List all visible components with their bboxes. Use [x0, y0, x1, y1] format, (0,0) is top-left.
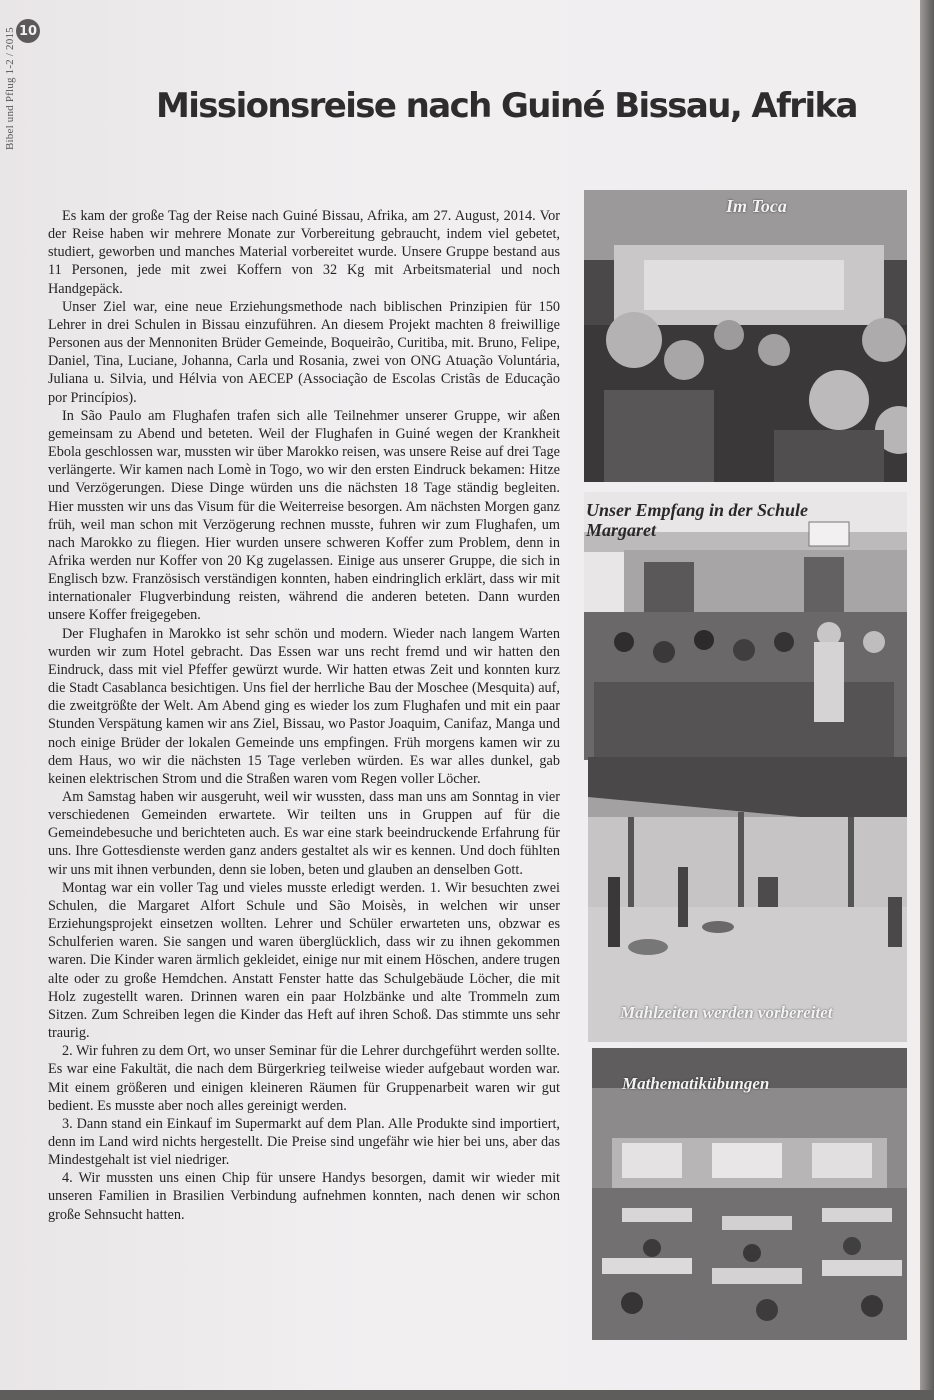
article-paragraph: Unser Ziel war, eine neue Erziehungsmethode nach biblischen Prinzipien für 150 Lehrer in drei Schulen in Bissau einzuführen. An diesem Projekt machten 8 freiwillige Personen aus der Mennoniten Brüder Gemeinde, Boqueirão, Curitiba, mit. Bruno, Felipe, Daniel, Tina, Luciane, Johanna, Carla und Rosania, zwei von ONG Atuação Voluntária, Juliana u. Silvia, und Hélvia von AECEP (Associação de Escolas Cristãs de Educação por Princípios). [48, 298, 560, 406]
article-paragraph: Es kam der große Tag der Reise nach Guiné Bissau, Afrika, am 27. August, 2014. Vor der Reise haben wir mehrere Monate zur Vorbereitung gebraucht, indem viel gebetet, studiert, geworben und manches Material vorbereitet wurde. Unsere Gruppe bestand aus 11 Personen, jede mit zwei Koffern von 32 Kg mit Arbeitsmaterial und noch Handgepäck. [48, 208, 560, 297]
page-edge [920, 0, 934, 1400]
article-paragraph: Am Samstag haben wir ausgeruht, weil wir wussten, dass man uns am Sonntag in vier verschiedenen Gemeinden erwartete. Wir teilten uns in Gruppen auf für die Gemeindebesuche und berichteten auch. Es war eine stark beeindruckende Erfahrung für uns. Ihre Gottesdienste werden ganz anders gestaltet als wir es kennen. Und doch fühlten wir uns mit ihnen verbunden, denn sie loben, beten und glauben an denselben Gott. [48, 789, 560, 878]
photo-caption: Unser Empfang in der Schule Margaret [586, 500, 809, 540]
article-paragraph: 2. Wir fuhren zu dem Ort, wo unser Seminar für die Lehrer durchgeführt werden sollte. Es war eine Fakultät, die nach dem Bürgerkrieg teilweise wieder aufgebaut worden war. Mit einem größeren und einigen kleineren Räumen für Gruppenarbeit waren wir gut bedient. Es musste aber noch alles gereinigt werden. [48, 1043, 560, 1114]
photo-caption: Im Toca [726, 196, 787, 216]
article-paragraph: Montag war ein voller Tag und vieles musste erledigt werden. 1. Wir besuchten zwei Schulen, die Margaret Alfort Schule und São Moisès, in welchen wir unser Erziehungsprojekt einsetzen wollten. Lehrer und Schüler erwarteten uns, obzwar es Schulferien waren. Sie sangen und waren überglücklich, dass wir zu ihnen gekommen waren. Die Kinder waren ärmlich gekleidet, einige nur mit einem Höschen, andere trugen alte oder zu große Hemdchen. Anstatt Fenster hatte das Schulgebäude Löcher, die mit Holz zugestellt waren. Drinnen waren ein paar Holzbänke und alte Trommeln zum Sitzen. Zum Schreiben legen die Kinder das Heft auf ihren Schoß. Das stimmte uns sehr traurig. [48, 879, 560, 1042]
article-paragraph: 3. Dann stand ein Einkauf im Supermarkt auf dem Plan. Alle Produkte sind importiert, denn im Land wird nichts hergestellt. Die Preise sind ungefähr wie hier bei uns, aber das Mindestgehalt ist viel niedriger. [48, 1115, 560, 1169]
article-paragraph: 4. Wir mussten uns einen Chip für unsere Handys besorgen, damit wir wieder mit unseren Familien in Brasilien Verbindung aufnehmen konnten, nach denen wir schon große Sehnsucht hatten. [48, 1170, 560, 1223]
photo-caption: Mathematikübungen [622, 1074, 770, 1093]
page-number-badge: 10 [16, 19, 40, 43]
photo-bus-interior-image [584, 190, 907, 482]
photo-math-class [592, 1048, 907, 1340]
photo-caption: Mahlzeiten werden vorbereitet [620, 1003, 833, 1022]
publication-side-label: Bibel und Pflug 1-2 / 2015 [4, 27, 16, 150]
article-paragraph: In São Paulo am Flughafen trafen sich alle Teilnehmer unserer Gruppe, wir aßen gemeinsam zu Abend und beteten. Weil der Flughafen in Guiné wegen der Krankheit Ebola geschlossen war, mussten wir über Marokko reisen, was unsere Reise auf drei Tage verlängerte. Wir kamen nach Lomè in Togo, wo wir den ersten Eindruck bekamen: Hitze und Verzögerungen. Diese Dinge würden uns die nächsten 18 Tage ständig begleiten. Hier mussten wir uns das Visum für die Weiterreise besorgen. Am nächsten Morgen ganz früh, weil man schon mit Verzögerung rechnen musste, fuhren wir zum Flughafen, um nach Marokko zu fliegen. Hier wurden unsere schweren Koffer zum Problem, denn in Afrika werden nur Koffer von 20 Kg zugelassen. Einige aus unserer Gruppe, die sich in Englisch bzw. Französisch verständigen konnten, haben eindringlich erklärt, dass wir mit internationaler Flugverbindung reisten, während die anderen beteten. Dann wurden unsere Koffer freigegeben. [48, 407, 560, 624]
photo-school-reception [584, 492, 907, 760]
photo-meal-preparation-image [588, 757, 907, 1042]
article-title: Missionsreise nach Guiné Bissau, Afrika [156, 86, 857, 126]
article-paragraph: Der Flughafen in Marokko ist sehr schön und modern. Wieder nach langem Warten wurden wir zum Hotel gebracht. Das Essen war uns recht fremd und wir hatten den Eindruck, dass mit viel Pfeffer gewürzt wurde. Wir hatten etwas Zeit und konnten kurz die Stadt Casablanca besichtigen. Uns fiel der herrliche Bau der Moschee (Mesquita) auf, die zweitgrößte der Welt. Am Abend ging es wieder los zum Flughafen und mit ein paar Stunden Verspätung kamen wir ans Ziel, Bissau, wo Pastor Joaquim, Canifaz, Manga und noch einige Brüder der lokalen Gemeinde uns empfingen. Früh morgens kamen wir zu dem Haus, wo wir die nächsten 15 Tage verleben würden. Es war alles dunkel, gab keinen elektrischen Strom und die Straßen waren vom Regen voller Löcher. [48, 625, 560, 787]
page-bottom-edge [0, 1390, 934, 1400]
photo-bus-interior [584, 190, 907, 482]
article-body [48, 207, 560, 1224]
photo-meal-preparation [588, 757, 907, 1042]
